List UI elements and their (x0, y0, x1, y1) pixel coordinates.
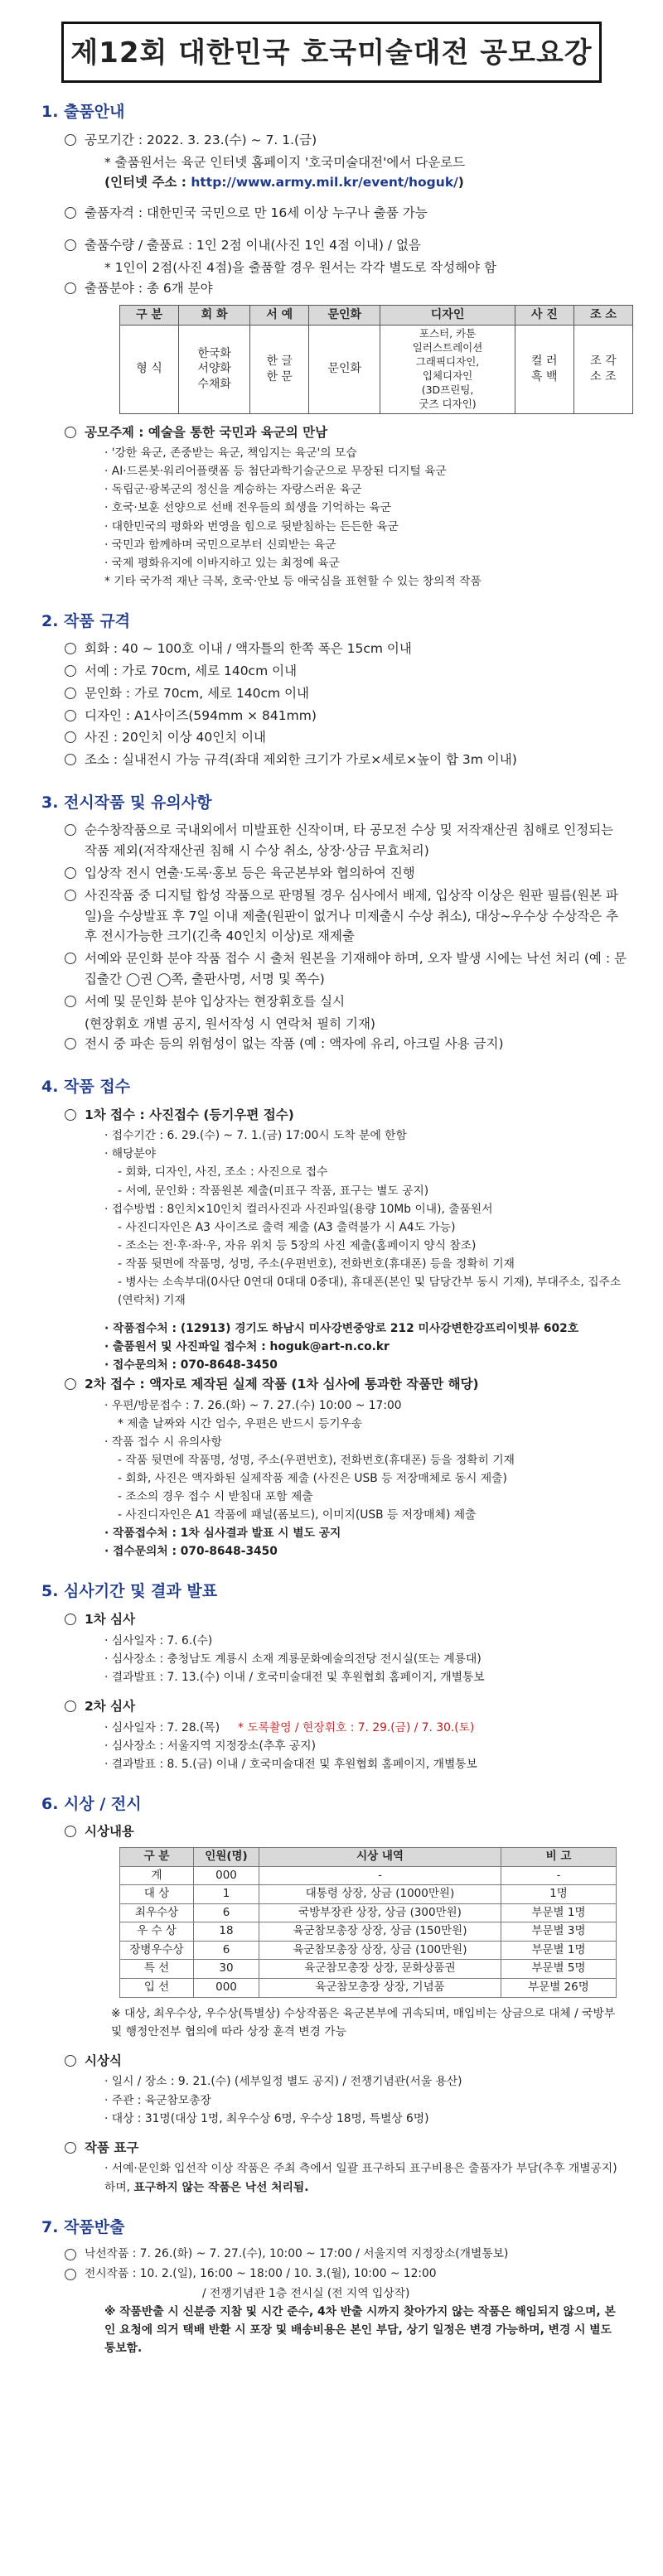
return-item: 낙선작품 : 7. 26.(화) ~ 7. 27.(수), 10:00 ~ 17:00 / 서울지역 지정장소(개별통보) (65, 2245, 627, 2263)
download-note: * 출품원서는 육군 인터넷 홈페이지 '호국미술대전'에서 다운로드 (104, 154, 466, 170)
spec-item: 회화 : 40 ~ 100호 이내 / 액자틀의 한쪽 폭은 15cm 이내 (65, 639, 627, 659)
circle-bullet-icon (65, 953, 76, 964)
list-item: · 호국·보훈 선양으로 선배 전우들의 희생을 기억하는 육군 (104, 501, 392, 515)
list-item: - 작품 뒷면에 작품명, 성명, 주소(우편번호), 전화번호(휴대폰) 등을 정확히 기재 (118, 1257, 515, 1271)
circle-bullet-icon (65, 643, 76, 654)
table-row: 특 선 30 육군참모총장 상장, 문화상품권 부문별 5명 (120, 1960, 617, 1979)
table-row: 장병우수상 6 육군참모총장 상장, 상금 (100만원) 부문별 1명 (120, 1941, 617, 1960)
round2-heading: 2차 접수 : 액자로 제작된 실제 작품 (1차 심사에 통과한 작품만 해당) (65, 1374, 627, 1395)
list-item: - 조소의 경우 접수 시 받침대 포함 제출 (118, 1490, 313, 1504)
fields-table (119, 305, 633, 413)
list-item: · AI·드론봇·워리어플랫폼 등 첨단과학기술군으로 무장된 디지털 육군 (104, 465, 447, 479)
table-header-row: 구 분 회 화 서 예 문인화 디자인 사 진 조 소 (120, 306, 633, 326)
list-item: · 작품 접수 시 유의사항 (104, 1435, 222, 1450)
round2-tel: · 접수문의처 : 070-8648-3450 (104, 1545, 278, 1559)
round1-list (36, 1126, 627, 1310)
spec-item: 디자인 : A1사이즈(594mm × 841mm) (65, 706, 627, 726)
circle-bullet-icon (65, 754, 76, 765)
circle-bullet-icon (65, 134, 76, 146)
list-item: · 일시 / 장소 : 9. 21.(수) (세부일정 별도 공지) / 전쟁기념관(서울 용산) (104, 2075, 462, 2089)
tel-line: · 접수문의처 : 070-8648-3450 (104, 1358, 278, 1372)
list-item: · 국제 평화유지에 이바지하고 있는 최정예 육군 (104, 556, 340, 570)
round1-heading: 1차 접수 : 사진접수 (등기우편 접수) (65, 1105, 627, 1126)
caution-item: 서예 및 문인화 분야 입상자는 현장휘호를 실시 (65, 991, 627, 1012)
homepage-link[interactable]: http://www.army.mil.kr/event/hoguk/ (191, 175, 458, 191)
list-item: - 서예, 문인화 : 작품원본 제출(미표구 작품, 표구는 별도 공지) (118, 1184, 429, 1198)
theme-list (36, 444, 627, 591)
awards-table (119, 1847, 617, 1998)
circle-bullet-icon (65, 1700, 76, 1712)
list-item: · '강한 육군, 존중받는 육군, 책임지는 육군'의 모습 (104, 446, 357, 461)
caution-item: 서예와 문인화 분야 작품 접수 시 출처 원본을 기재해야 하며, 오자 발생 시에는 낙선 처리 (예 : 문집출간 ◯권 ◯쪽, 출판사명, 서명 및 쪽수) (65, 948, 627, 990)
circle-bullet-icon (65, 1614, 76, 1625)
circle-bullet-icon (65, 239, 76, 251)
section-heading-6: 6. 시상 / 전시 (41, 1794, 142, 1813)
spec-item: 사진 : 20인치 이상 40인치 이내 (65, 727, 627, 748)
list-item: · 독립군·광복군의 정신을 계승하는 자랑스러운 육군 (104, 483, 362, 497)
list-item: · 해당분야 (104, 1147, 157, 1161)
list-item: · 대한민국의 평화와 번영을 힘으로 뒷받침하는 든든한 육군 (104, 519, 399, 533)
circle-bullet-icon (65, 687, 76, 699)
spec-item: 서예 : 가로 70cm, 세로 140cm 이내 (65, 661, 627, 682)
list-item: · 심사일자 : 7. 28.(목) * 도록촬영 / 현장휘호 : 7. 29.(금) / 7. 30.(토) (104, 1720, 475, 1734)
list-item: · 심사장소 : 충청남도 계룡시 소재 계룡문화예술의전당 전시실(또는 계룡대) (104, 1652, 482, 1666)
return-note: ※ 작품반출 시 신분증 지참 및 시간 준수, 4차 반출 시까지 찾아가지 않는 작품은 해임되지 않으며, 본인 요청에 의거 택배 반환 시 포장 및 배송비용은 본인 부담, 상기 일정은 변경 가능하며, 변경 시 별도 통보함. (104, 2305, 616, 2356)
section-heading-7: 7. 작품반출 (41, 2217, 125, 2236)
fields-item: 출품분야 : 총 6개 분야 (65, 278, 627, 299)
list-item: - 회화, 디자인, 사진, 조소 : 사진으로 접수 (118, 1165, 328, 1179)
url-line: (인터넷 주소 : http://www.army.mil.kr/event/hoguk/) (104, 175, 464, 191)
list-item: · 대상 : 31명(대상 1명, 최우수상 6명, 우수상 18명, 특별상 6명) (104, 2111, 429, 2125)
circle-bullet-icon (65, 2055, 76, 2067)
caution-item: 전시 중 파손 등의 위험성이 없는 작품 (예 : 액자에 유리, 아크릴 사용 금지) (65, 1034, 627, 1054)
section-heading-4: 4. 작품 접수 (41, 1078, 131, 1097)
circle-bullet-icon (65, 996, 76, 1007)
table-row: 최우수상 6 국방부장관 상장, 상금 (300만원) 부문별 1명 (120, 1903, 617, 1922)
circle-bullet-icon (65, 1378, 76, 1390)
circle-bullet-icon (65, 2142, 76, 2154)
circle-bullet-icon (65, 710, 76, 721)
caution-item: 순수창작품으로 국내외에서 미발표한 신작이며, 타 공모전 수상 및 저작재산권 침해로 인정되는 작품 제외(저작재산권 침해 시 수상 취소, 상장·상금 무효처리) (65, 820, 627, 861)
section-heading-3: 3. 전시작품 및 유의사항 (41, 793, 212, 812)
list-item: · 결과발표 : 7. 13.(수) 이내 / 호국미술대전 및 후원협회 홈페이지, 개별통보 (104, 1670, 485, 1684)
table-row: 대 상 1 대통령 상장, 상금 (1000만원) 1명 (120, 1885, 617, 1904)
circle-bullet-icon (65, 1826, 76, 1837)
table-header-row: 구 분 인원(명) 시상 내역 비 고 (120, 1848, 617, 1867)
circle-bullet-icon (65, 824, 76, 836)
list-item: - 회화, 사진은 액자화된 실제작품 제출 (사진은 USB 등 저장매체로 동시 제출) (118, 1472, 507, 1486)
list-item: - 사진디자인은 A1 작품에 패널(폼보드), 이미지(USB 등 저장매체) 제출 (118, 1508, 477, 1522)
qualification-item: 출품자격 : 대한민국 국민으로 만 16세 이상 누구나 출품 가능 (65, 203, 627, 224)
return-item: 전시작품 : 10. 2.(일), 16:00 ~ 18:00 / 10. 3.(월), 10:00 ~ 12:00 (65, 2265, 627, 2283)
circle-bullet-icon (65, 1109, 76, 1121)
page-title: 제12회 대한민국 호국미술대전 공모요강 (61, 22, 602, 83)
email-line: · 출품원서 및 사진파일 접수처 : hoguk@art-n.co.kr (104, 1340, 390, 1353)
circle-bullet-icon (65, 2269, 76, 2280)
return-subline: / 전쟁기념관 1층 전시실 (전 지역 입상작) (202, 2287, 410, 2301)
table-row: 우 수 상 18 육군참모총장 상장, 상금 (150만원) 부문별 3명 (120, 1922, 617, 1942)
round2-place: · 작품접수처 : 1차 심사결과 발표 시 별도 공지 (104, 1527, 341, 1541)
caution-item: 입상작 전시 연출·도록·홍보 등은 육군본부와 협의하여 진행 (65, 863, 627, 884)
circle-bullet-icon (65, 2249, 76, 2260)
period-item: 공모기간 : 2022. 3. 23.(수) ~ 7. 1.(금) (65, 130, 627, 151)
list-item: - 작품 뒷면에 작품명, 성명, 주소(우편번호), 전화번호(휴대폰) 등을 정확히 기재 (118, 1454, 515, 1468)
list-item: · 국민과 함께하며 국민으로부터 신뢰받는 육군 (104, 538, 336, 552)
photo-note: * 도록촬영 / 현장휘호 : 7. 29.(금) / 7. 30.(토) (238, 1720, 475, 1734)
caution-item: 사진작품 중 디지털 합성 작품으로 판명될 경우 심사에서 배제, 입상작 이상은 원판 필름(원본 파일)을 수상발표 후 7일 이내 제출(원판이 없거나 미제출시 수상 취소), 대상~우수상 수상작은 추후 전시가능한 크기(긴축 40인치 이상)로 재제출 (65, 885, 627, 947)
list-item: - 병사는 소속부대(0사단 0연대 0대대 0중대), 휴대폰(본인 및 담당간부 동시 기재), 부대주소, 집주소(연락처) 기재 (118, 1275, 622, 1307)
section-heading-2: 2. 작품 규격 (41, 611, 131, 630)
section-heading-1: 1. 출품안내 (41, 103, 125, 122)
list-item: · 우편/방문접수 : 7. 26.(화) ~ 7. 27.(수) 10:00 ~ 17:00 (104, 1398, 402, 1412)
list-item: · 결과발표 : 8. 5.(금) 이내 / 호국미술대전 및 후원협회 홈페이지, 개별통보 (104, 1757, 477, 1771)
circle-bullet-icon (65, 207, 76, 219)
circle-bullet-icon (65, 282, 76, 294)
ceremony-heading: 시상식 (65, 2051, 627, 2072)
section-heading-5: 5. 심사기간 및 결과 발표 (41, 1582, 218, 1601)
circle-bullet-icon (65, 427, 76, 438)
quantity-note: * 1인이 2점(사진 4점)을 출품할 경우 원서는 각각 별도로 작성해야 함 (104, 259, 497, 275)
list-item: - 사진디자인은 A3 사이즈로 출력 제출 (A3 출력불가 시 A4도 가능) (118, 1220, 456, 1234)
round2-list (36, 1397, 627, 1524)
spec-item: 문인화 : 가로 70cm, 세로 140cm 이내 (65, 683, 627, 704)
awards-heading: 시상내용 (65, 1821, 627, 1842)
circle-bullet-icon (65, 890, 76, 901)
circle-bullet-icon (65, 731, 76, 743)
list-item: · 접수방법 : 8인치×10인치 컬러사진과 사진파일(용량 10Mb 이내), 출품원서 (104, 1202, 493, 1216)
spec-item: 조소 : 실내전시 가능 규격(좌대 제외한 크기가 가로×세로×높이 합 3m 이내) (65, 750, 627, 770)
list-item: · 주관 : 육군참모총장 (104, 2093, 211, 2107)
table-row: 입 선 000 육군참모총장 상장, 기념품 부문별 26명 (120, 1978, 617, 1997)
circle-bullet-icon (65, 665, 76, 677)
page (0, 22, 663, 2576)
quantity-item: 출품수량 / 출품료 : 1인 2점 이내(사진 1인 4점 이내) / 없음 (65, 235, 627, 256)
list-item: · 접수기간 : 6. 29.(수) ~ 7. 1.(금) 17:00시 도착 분에 한함 (104, 1129, 407, 1143)
table-row: 형 식 한국화 서양화 수채화 한 글 한 문 문인화 포스터, 카툰 일러스트레이션 그래픽디자인, 입체디자인 (3D프린팅, 굿즈 디자인) 컬 러 흑 백 조 각 소 조 (120, 326, 633, 413)
list-item: · 심사일자 : 7. 6.(수) (104, 1633, 213, 1647)
email-link[interactable]: hoguk@art-n.co.kr (269, 1340, 390, 1353)
circle-bullet-icon (65, 867, 76, 879)
theme-item: 공모주제 : 예술을 통한 국민과 육군의 만남 (65, 422, 627, 443)
list-item: * 제출 날짜와 시간 엄수, 우편은 반드시 등기우송 (118, 1416, 363, 1430)
list-item: * 기타 국가적 재난 극복, 호국·안보 등 애국심을 표현할 수 있는 창의적 작품 (104, 574, 482, 588)
frame-heading: 작품 표구 (65, 2138, 627, 2159)
frame-text: · 서예·문인화 입선작 이상 작품은 주최 측에서 일괄 표구하되 표구비용은 출품자가 부담(추후 개별공지)하며, 표구하지 않는 작품은 낙선 처리됨. (104, 2162, 617, 2194)
address-line: · 작품접수처 : (12913) 경기도 하남시 미사강변중앙로 212 미사강변한강프리이빗뷰 602호 (104, 1321, 579, 1335)
list-item: · 심사장소 : 서울지역 지정장소(추후 공지) (104, 1739, 316, 1753)
caution-subnote: (현장휘호 개별 공지, 원서작성 시 연락처 필히 기재) (85, 1015, 375, 1031)
circle-bullet-icon (65, 1038, 76, 1049)
list-item: - 조소는 전·후·좌·우, 자유 위치 등 5장의 사진 제출(홈페이지 양식 참조) (118, 1238, 477, 1252)
judge2-heading: 2차 심사 (65, 1696, 627, 1717)
awards-note: ※ 대상, 최우수상, 우수상(특별상) 수상작품은 육군본부에 귀속되며, 매입비는 상금으로 대체 / 국방부 및 행정안전부 협의에 따라 상장 훈격 변경 가능 (111, 2006, 616, 2038)
table-row: 계 000 - - (120, 1866, 617, 1885)
judge1-heading: 1차 심사 (65, 1609, 627, 1630)
